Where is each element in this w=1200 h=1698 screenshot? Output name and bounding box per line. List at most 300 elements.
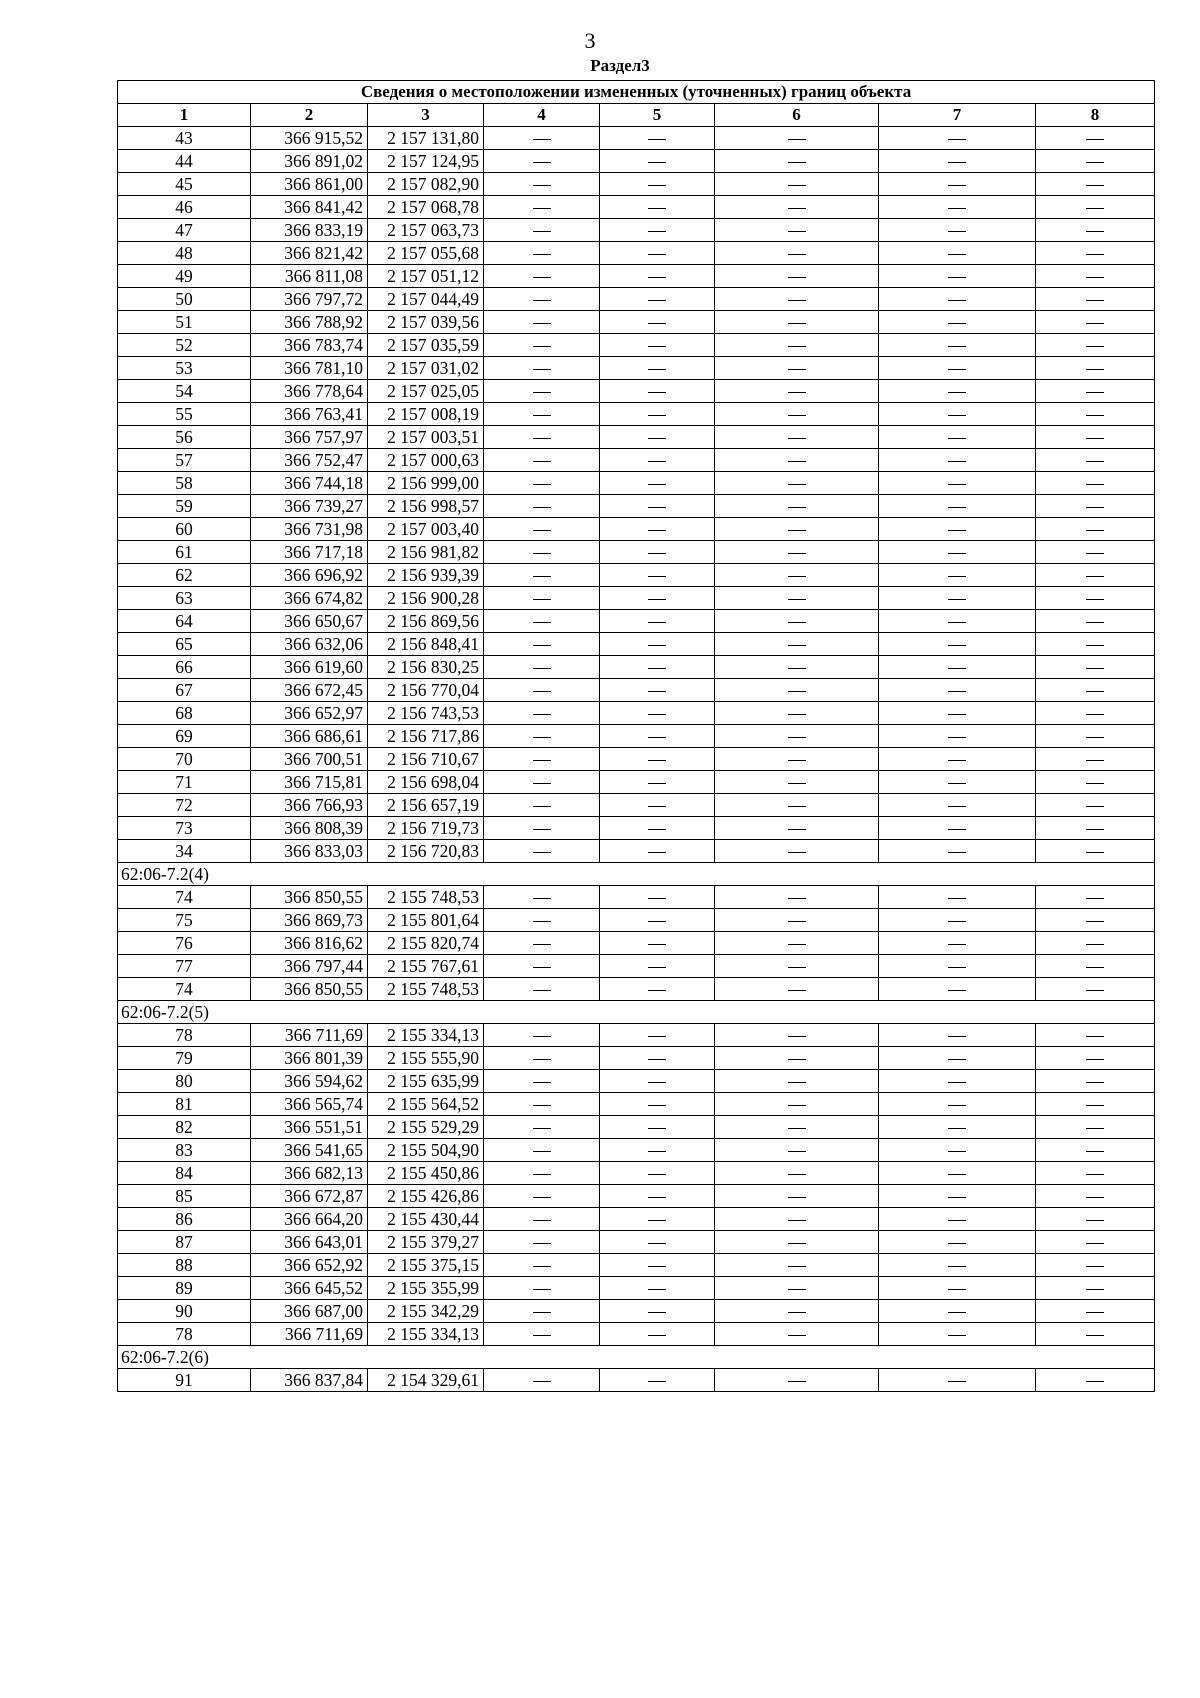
empty-value-cell	[600, 1254, 715, 1277]
dash-mark	[948, 530, 966, 531]
dash-mark	[648, 1197, 666, 1198]
empty-value-cell	[484, 794, 600, 817]
boundary-coordinates-table	[117, 80, 1155, 1392]
point-number: 61	[118, 541, 251, 564]
y-coordinate: 2 156 717,86	[368, 725, 484, 748]
dash-mark	[1086, 737, 1104, 738]
dash-mark	[1086, 645, 1104, 646]
dash-mark	[533, 461, 551, 462]
empty-value-cell	[484, 518, 600, 541]
x-coordinate: 366 766,93	[251, 794, 368, 817]
y-coordinate: 2 155 355,99	[368, 1277, 484, 1300]
table-row	[118, 748, 1155, 771]
dash-mark	[533, 576, 551, 577]
dash-mark	[648, 944, 666, 945]
point-number: 60	[118, 518, 251, 541]
column-number-row	[118, 104, 1155, 127]
table-row	[118, 357, 1155, 380]
dash-mark	[533, 1381, 551, 1382]
dash-mark	[648, 852, 666, 853]
table-row	[118, 1162, 1155, 1185]
dash-mark	[648, 346, 666, 347]
empty-value-cell	[879, 1139, 1036, 1162]
empty-value-cell	[600, 932, 715, 955]
empty-value-cell	[1036, 1139, 1155, 1162]
x-coordinate: 366 850,55	[251, 978, 368, 1001]
dash-mark	[948, 162, 966, 163]
empty-value-cell	[600, 794, 715, 817]
x-coordinate: 366 619,60	[251, 656, 368, 679]
x-coordinate: 366 778,64	[251, 380, 368, 403]
dash-mark	[648, 1036, 666, 1037]
dash-mark	[533, 1174, 551, 1175]
column-number: 3	[368, 104, 484, 127]
empty-value-cell	[484, 1139, 600, 1162]
empty-value-cell	[715, 541, 879, 564]
dash-mark	[948, 645, 966, 646]
y-coordinate: 2 155 748,53	[368, 978, 484, 1001]
empty-value-cell	[1036, 1300, 1155, 1323]
empty-value-cell	[1036, 196, 1155, 219]
empty-value-cell	[715, 840, 879, 863]
dash-mark	[1086, 852, 1104, 853]
empty-value-cell	[879, 1024, 1036, 1047]
y-coordinate: 2 155 342,29	[368, 1300, 484, 1323]
dash-mark	[533, 346, 551, 347]
dash-mark	[533, 714, 551, 715]
point-number: 88	[118, 1254, 251, 1277]
empty-value-cell	[600, 978, 715, 1001]
dash-mark	[788, 1082, 806, 1083]
table-row	[118, 1208, 1155, 1231]
empty-value-cell	[715, 1254, 879, 1277]
empty-value-cell	[1036, 1231, 1155, 1254]
empty-value-cell	[484, 1162, 600, 1185]
table-caption-row	[118, 81, 1155, 104]
empty-value-cell	[715, 219, 879, 242]
table-row	[118, 265, 1155, 288]
dash-mark	[648, 323, 666, 324]
empty-value-cell	[484, 955, 600, 978]
dash-mark	[533, 392, 551, 393]
dash-mark	[948, 1082, 966, 1083]
empty-value-cell	[715, 242, 879, 265]
y-coordinate: 2 156 869,56	[368, 610, 484, 633]
point-number: 76	[118, 932, 251, 955]
empty-value-cell	[484, 725, 600, 748]
table-row	[118, 1254, 1155, 1277]
empty-value-cell	[484, 150, 600, 173]
empty-value-cell	[879, 380, 1036, 403]
empty-value-cell	[1036, 357, 1155, 380]
table-row	[118, 449, 1155, 472]
x-coordinate: 366 783,74	[251, 334, 368, 357]
empty-value-cell	[715, 702, 879, 725]
empty-value-cell	[879, 541, 1036, 564]
dash-mark	[788, 691, 806, 692]
empty-value-cell	[484, 1231, 600, 1254]
empty-value-cell	[1036, 380, 1155, 403]
group-label: 62:06-7.2(5)	[118, 1001, 1155, 1024]
table-row	[118, 495, 1155, 518]
empty-value-cell	[715, 518, 879, 541]
dash-mark	[788, 139, 806, 140]
dash-mark	[788, 1036, 806, 1037]
x-coordinate: 366 672,45	[251, 679, 368, 702]
dash-mark	[648, 254, 666, 255]
dash-mark	[1086, 254, 1104, 255]
dash-mark	[648, 1105, 666, 1106]
empty-value-cell	[715, 173, 879, 196]
empty-value-cell	[715, 403, 879, 426]
dash-mark	[788, 944, 806, 945]
empty-value-cell	[1036, 633, 1155, 656]
empty-value-cell	[484, 1024, 600, 1047]
empty-value-cell	[1036, 610, 1155, 633]
y-coordinate: 2 157 035,59	[368, 334, 484, 357]
dash-mark	[788, 185, 806, 186]
point-number: 58	[118, 472, 251, 495]
table-row	[118, 403, 1155, 426]
dash-mark	[948, 599, 966, 600]
dash-mark	[533, 783, 551, 784]
point-number: 59	[118, 495, 251, 518]
table-row	[118, 242, 1155, 265]
empty-value-cell	[715, 725, 879, 748]
dash-mark	[648, 369, 666, 370]
group-header-row	[118, 1001, 1155, 1024]
dash-mark	[533, 1082, 551, 1083]
empty-value-cell	[879, 587, 1036, 610]
empty-value-cell	[600, 1093, 715, 1116]
empty-value-cell	[1036, 587, 1155, 610]
dash-mark	[533, 1335, 551, 1336]
dash-mark	[788, 1266, 806, 1267]
dash-mark	[1086, 1381, 1104, 1382]
empty-value-cell	[1036, 1116, 1155, 1139]
dash-mark	[533, 139, 551, 140]
empty-value-cell	[879, 288, 1036, 311]
empty-value-cell	[600, 1300, 715, 1323]
empty-value-cell	[1036, 242, 1155, 265]
y-coordinate: 2 156 939,39	[368, 564, 484, 587]
empty-value-cell	[600, 127, 715, 150]
empty-value-cell	[715, 150, 879, 173]
table-row	[118, 1231, 1155, 1254]
empty-value-cell	[484, 380, 600, 403]
dash-mark	[788, 1105, 806, 1106]
dash-mark	[788, 829, 806, 830]
table-row	[118, 1277, 1155, 1300]
dash-mark	[533, 1197, 551, 1198]
empty-value-cell	[879, 817, 1036, 840]
dash-mark	[948, 1105, 966, 1106]
empty-value-cell	[715, 633, 879, 656]
y-coordinate: 2 156 698,04	[368, 771, 484, 794]
x-coordinate: 366 797,72	[251, 288, 368, 311]
empty-value-cell	[600, 242, 715, 265]
dash-mark	[648, 806, 666, 807]
y-coordinate: 2 157 044,49	[368, 288, 484, 311]
y-coordinate: 2 155 564,52	[368, 1093, 484, 1116]
empty-value-cell	[484, 1254, 600, 1277]
dash-mark	[788, 990, 806, 991]
dash-mark	[648, 1059, 666, 1060]
dash-mark	[788, 300, 806, 301]
x-coordinate: 366 816,62	[251, 932, 368, 955]
dash-mark	[948, 392, 966, 393]
empty-value-cell	[715, 1047, 879, 1070]
table-caption: Сведения о местоположении измененных (уточненных) границ объекта	[118, 81, 1155, 104]
empty-value-cell	[484, 633, 600, 656]
point-number: 73	[118, 817, 251, 840]
empty-value-cell	[1036, 265, 1155, 288]
table-row	[118, 679, 1155, 702]
point-number: 69	[118, 725, 251, 748]
empty-value-cell	[715, 357, 879, 380]
point-number: 82	[118, 1116, 251, 1139]
point-number: 44	[118, 150, 251, 173]
point-number: 74	[118, 978, 251, 1001]
y-coordinate: 2 156 900,28	[368, 587, 484, 610]
dash-mark	[648, 1174, 666, 1175]
empty-value-cell	[600, 748, 715, 771]
empty-value-cell	[715, 771, 879, 794]
empty-value-cell	[879, 518, 1036, 541]
point-number: 67	[118, 679, 251, 702]
dash-mark	[788, 346, 806, 347]
point-number: 75	[118, 909, 251, 932]
dash-mark	[788, 645, 806, 646]
point-number: 78	[118, 1323, 251, 1346]
empty-value-cell	[879, 1254, 1036, 1277]
dash-mark	[648, 691, 666, 692]
dash-mark	[1086, 921, 1104, 922]
table-row	[118, 725, 1155, 748]
empty-value-cell	[879, 449, 1036, 472]
dash-mark	[1086, 484, 1104, 485]
empty-value-cell	[715, 1369, 879, 1392]
x-coordinate: 366 811,08	[251, 265, 368, 288]
dash-mark	[1086, 438, 1104, 439]
point-number: 34	[118, 840, 251, 863]
empty-value-cell	[1036, 702, 1155, 725]
empty-value-cell	[715, 288, 879, 311]
dash-mark	[648, 1381, 666, 1382]
dash-mark	[788, 668, 806, 669]
point-number: 65	[118, 633, 251, 656]
table-row	[118, 311, 1155, 334]
dash-mark	[788, 369, 806, 370]
x-coordinate: 366 797,44	[251, 955, 368, 978]
x-coordinate: 366 682,13	[251, 1162, 368, 1185]
dash-mark	[533, 1243, 551, 1244]
dash-mark	[1086, 369, 1104, 370]
empty-value-cell	[879, 334, 1036, 357]
dash-mark	[948, 990, 966, 991]
dash-mark	[948, 829, 966, 830]
empty-value-cell	[1036, 748, 1155, 771]
dash-mark	[948, 1289, 966, 1290]
empty-value-cell	[484, 541, 600, 564]
y-coordinate: 2 156 981,82	[368, 541, 484, 564]
empty-value-cell	[1036, 495, 1155, 518]
empty-value-cell	[1036, 518, 1155, 541]
empty-value-cell	[879, 633, 1036, 656]
dash-mark	[533, 760, 551, 761]
empty-value-cell	[1036, 173, 1155, 196]
x-coordinate: 366 696,92	[251, 564, 368, 587]
table-row	[118, 771, 1155, 794]
empty-value-cell	[715, 817, 879, 840]
dash-mark	[648, 783, 666, 784]
x-coordinate: 366 672,87	[251, 1185, 368, 1208]
empty-value-cell	[715, 1300, 879, 1323]
dash-mark	[948, 1243, 966, 1244]
empty-value-cell	[600, 587, 715, 610]
dash-mark	[533, 829, 551, 830]
empty-value-cell	[484, 1070, 600, 1093]
dash-mark	[1086, 1174, 1104, 1175]
empty-value-cell	[879, 1208, 1036, 1231]
dash-mark	[948, 691, 966, 692]
x-coordinate: 366 664,20	[251, 1208, 368, 1231]
y-coordinate: 2 155 450,86	[368, 1162, 484, 1185]
dash-mark	[533, 1128, 551, 1129]
empty-value-cell	[879, 840, 1036, 863]
empty-value-cell	[879, 1070, 1036, 1093]
empty-value-cell	[715, 955, 879, 978]
dash-mark	[788, 1220, 806, 1221]
dash-mark	[648, 231, 666, 232]
empty-value-cell	[600, 656, 715, 679]
empty-value-cell	[715, 1024, 879, 1047]
empty-value-cell	[879, 794, 1036, 817]
point-number: 86	[118, 1208, 251, 1231]
dash-mark	[533, 990, 551, 991]
table-row	[118, 150, 1155, 173]
empty-value-cell	[715, 978, 879, 1001]
empty-value-cell	[1036, 403, 1155, 426]
dash-mark	[1086, 1289, 1104, 1290]
dash-mark	[1086, 622, 1104, 623]
x-coordinate: 366 833,03	[251, 840, 368, 863]
dash-mark	[1086, 139, 1104, 140]
empty-value-cell	[484, 817, 600, 840]
table-row	[118, 656, 1155, 679]
x-coordinate: 366 650,67	[251, 610, 368, 633]
y-coordinate: 2 156 719,73	[368, 817, 484, 840]
empty-value-cell	[715, 196, 879, 219]
dash-mark	[788, 1381, 806, 1382]
dash-mark	[648, 553, 666, 554]
x-coordinate: 366 757,97	[251, 426, 368, 449]
point-number: 55	[118, 403, 251, 426]
dash-mark	[948, 1381, 966, 1382]
table-row	[118, 1185, 1155, 1208]
dash-mark	[648, 300, 666, 301]
y-coordinate: 2 155 334,13	[368, 1323, 484, 1346]
dash-mark	[533, 691, 551, 692]
x-coordinate: 366 821,42	[251, 242, 368, 265]
dash-mark	[948, 760, 966, 761]
dash-mark	[948, 208, 966, 209]
point-number: 53	[118, 357, 251, 380]
empty-value-cell	[879, 311, 1036, 334]
column-number: 6	[715, 104, 879, 127]
empty-value-cell	[484, 1116, 600, 1139]
dash-mark	[948, 576, 966, 577]
x-coordinate: 366 632,06	[251, 633, 368, 656]
dash-mark	[948, 783, 966, 784]
empty-value-cell	[484, 840, 600, 863]
dash-mark	[1086, 507, 1104, 508]
y-coordinate: 2 155 555,90	[368, 1047, 484, 1070]
dash-mark	[788, 967, 806, 968]
empty-value-cell	[879, 1047, 1036, 1070]
dash-mark	[1086, 162, 1104, 163]
dash-mark	[788, 852, 806, 853]
empty-value-cell	[600, 1369, 715, 1392]
table-row	[118, 1047, 1155, 1070]
dash-mark	[533, 484, 551, 485]
dash-mark	[788, 599, 806, 600]
dash-mark	[788, 1128, 806, 1129]
point-number: 87	[118, 1231, 251, 1254]
empty-value-cell	[484, 311, 600, 334]
empty-value-cell	[1036, 817, 1155, 840]
empty-value-cell	[484, 1369, 600, 1392]
dash-mark	[1086, 1059, 1104, 1060]
empty-value-cell	[879, 173, 1036, 196]
x-coordinate: 366 744,18	[251, 472, 368, 495]
table-row	[118, 1070, 1155, 1093]
table-row	[118, 1369, 1155, 1392]
empty-value-cell	[600, 702, 715, 725]
x-coordinate: 366 739,27	[251, 495, 368, 518]
table-row	[118, 334, 1155, 357]
empty-value-cell	[600, 380, 715, 403]
empty-value-cell	[600, 449, 715, 472]
y-coordinate: 2 155 504,90	[368, 1139, 484, 1162]
page-number: 3	[584, 28, 596, 53]
dash-mark	[788, 162, 806, 163]
dash-mark	[648, 277, 666, 278]
x-coordinate: 366 652,92	[251, 1254, 368, 1277]
dash-mark	[1086, 461, 1104, 462]
column-number: 8	[1036, 104, 1155, 127]
empty-value-cell	[879, 1369, 1036, 1392]
empty-value-cell	[484, 426, 600, 449]
empty-value-cell	[484, 656, 600, 679]
dash-mark	[788, 1197, 806, 1198]
dash-mark	[533, 277, 551, 278]
point-number: 91	[118, 1369, 251, 1392]
empty-value-cell	[484, 1277, 600, 1300]
point-number: 46	[118, 196, 251, 219]
column-number: 5	[600, 104, 715, 127]
empty-value-cell	[600, 564, 715, 587]
y-coordinate: 2 157 068,78	[368, 196, 484, 219]
y-coordinate: 2 157 063,73	[368, 219, 484, 242]
dash-mark	[1086, 208, 1104, 209]
table-row	[118, 840, 1155, 863]
empty-value-cell	[484, 288, 600, 311]
dash-mark	[648, 1082, 666, 1083]
group-header-row	[118, 1346, 1155, 1369]
dash-mark	[788, 1059, 806, 1060]
empty-value-cell	[715, 1093, 879, 1116]
